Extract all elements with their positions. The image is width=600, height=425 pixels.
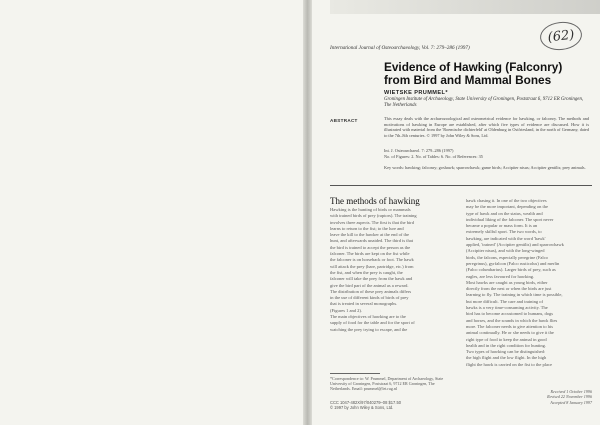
body-text-line: the fist, and when the prey is caught, the [330, 269, 403, 275]
body-text-line: that is treated in several monographs. [330, 301, 398, 307]
meta-line: Int. J. Osteoarchaeol. 7: 279–286 (1997) [384, 148, 454, 153]
body-text-line: hawk chasing it. In one of the two objectives [466, 198, 547, 203]
handwritten-page-number: (62) [539, 20, 584, 52]
article-title: Evidence of Hawking (Falconry) from Bird and Mammal Bones [384, 60, 563, 87]
body-text-line: flight the hawk is carried on the fist to the place [466, 361, 552, 367]
body-text-line: watching the prey trying to escape, and the [330, 326, 408, 332]
body-text-line: eagles, are less favoured for hawking. [466, 273, 535, 279]
body-text-line: became a popular or mass form. It is an [466, 223, 538, 229]
meta-line: No. of Figures: 2. No. of Tables: 6. No. of References: 35 [384, 153, 483, 159]
body-text-line: learning to fly. The training in which time is possible, [466, 292, 563, 298]
body-text-line: bird has to become accustomed to humans, dogs [466, 311, 553, 317]
body-text-line: leave the kill to the hawker at the end of the [330, 232, 409, 238]
body-text-line: hawking, are indicated with the word 'hawk' [466, 235, 546, 241]
body-text-line: directly from the nest or when the birds are just [466, 286, 552, 292]
body-text-line: (Falco columbarius). Larger birds of prey, such as [466, 267, 556, 273]
body-text-line: hawks is a very time-consuming activity. The [466, 305, 548, 311]
date-line: Accepted 8 January 1997 [550, 399, 592, 405]
book-gutter [303, 0, 312, 425]
correspondence-footnote: *Correspondence to: W. Prummel, Department of Archaeology, State University of Groningen, Poststraat 6, 9712 ER Groningen, The Netherlands. Email: prummel@let.rug.nl [330, 376, 444, 392]
body-text-line: the falconer is on horseback or foot. The hawk [330, 257, 414, 263]
body-text-line: Most hawks are caught as young birds, either [466, 279, 548, 285]
body-text-line: more. The falconer needs to give attention to his [466, 323, 554, 329]
body-text-line: (Figures 1 and 2). [330, 307, 362, 313]
body-text-line: but more difficult. The care and training of [466, 298, 544, 304]
page-edge-shadow [330, 0, 600, 14]
body-text-line: Two types of hawking can be distinguished: [466, 349, 546, 355]
body-text-line: with trained birds of prey (raptors). The training [330, 213, 417, 219]
footnote-divider [330, 373, 380, 374]
author-affiliation: Groningen Institute of Archaeology, State University of Groningen, Poststraat 6, 9712 ER Groningen, The Netherlands [384, 97, 584, 108]
body-text-line: Hawking is the hunting of birds or mammals [330, 207, 411, 212]
body-text-line: give the bird part of the animal as a reward. [330, 282, 409, 288]
abstract-label: ABSTRACT [330, 118, 358, 123]
body-text-line: The main objectives of hawking are to the [330, 314, 406, 320]
body-text-line: right type of food to keep the animal in good [466, 336, 547, 342]
body-text-line: applied, 'trained' (Accipiter gentilis) and sparrowhawk [466, 242, 564, 248]
body-text-line: type of hawk and on the status, wealth and [466, 210, 543, 216]
section-divider [330, 185, 592, 186]
body-text-line: may be the more important, depending on the [466, 204, 548, 210]
body-text-line: involves three aspects. The first is that the bird [330, 219, 415, 225]
body-text-line: hunt, and afterwards unaided. The third is that [330, 238, 414, 244]
body-text-line: The distribution of these prey animals differs [330, 288, 412, 294]
body-text-line: individual liking of the falconer. The sport never [466, 216, 554, 222]
body-text-line: in the use of different kinds of birds of prey [330, 295, 409, 301]
received-dates [520, 389, 592, 405]
body-text-line: health and in the right condition for hunting. [466, 342, 546, 348]
date-line: Received 1 October 1996 [550, 389, 592, 394]
body-text-line: learns to return to the fist; to the lure and [330, 225, 404, 231]
body-text-line: falconer will take the prey from the hawk and [330, 276, 413, 282]
body-text-line: extremely skilful sport. The two words, to [466, 229, 542, 235]
copyright-line: CCC 1047-482X/97/040279–08 $17.50 [330, 400, 402, 405]
copyright-line: © 1997 by John Wiley & Sons, Ltd. [330, 405, 394, 411]
body-text-line: falconer. The birds are kept on the fist while [330, 251, 410, 257]
body-text-line: and horses, and the sounds in which the hawk flies [466, 317, 558, 323]
journal-citation: International Journal of Osteoarchaeology, Vol. 7: 279–286 (1997) [330, 45, 470, 51]
body-text-line: the bird is trained to accept the person as the [330, 244, 411, 250]
section-heading: The methods of hawking [330, 196, 420, 206]
abstract-text: This essay deals with the archaeozoological and osteometrical evidence for hawking, or falconry. The methods and motivations of hawking in Europe are established, after which five types of evidence are discussed. How it is illustrated with material from the 'Roemische dichterfeld' at Oldenburg in Ostfriesland, in the north of Germany, dated to the 7th–8th centuries. © 1997 by John Wiley & Sons, Ltd. [384, 116, 589, 138]
body-text-line: will attack the prey (hare, partridge, etc.) from [330, 263, 414, 269]
date-line: Revised 22 November 1996 [547, 394, 592, 400]
article-author: WIETSKE PRUMMEL* [384, 90, 448, 96]
body-text-line: supply of food for the table and for the sport of [330, 320, 415, 326]
body-column-right [466, 198, 592, 368]
copyright-block [330, 400, 454, 410]
body-text-line: animal continually. He or she needs to give it the [466, 330, 554, 336]
body-text-line: peregrinus), gyrfalcon (Falco rusticolus) and merlin [466, 260, 560, 266]
body-column-left [330, 207, 454, 333]
body-text-line: the high flight and the low flight. In the high [466, 355, 547, 361]
article-meta [384, 148, 589, 159]
body-text-line: (Accipiter nisus), and with the long-winged [466, 248, 545, 254]
keywords: Key words: hawking; falconry; goshawk; sparrowhawk; game birds; Accipiter nisus; Accipiter gentilis; prey animals. [384, 165, 586, 170]
body-text-line: birds, the falcons, especially peregrine (Falco [466, 254, 548, 260]
